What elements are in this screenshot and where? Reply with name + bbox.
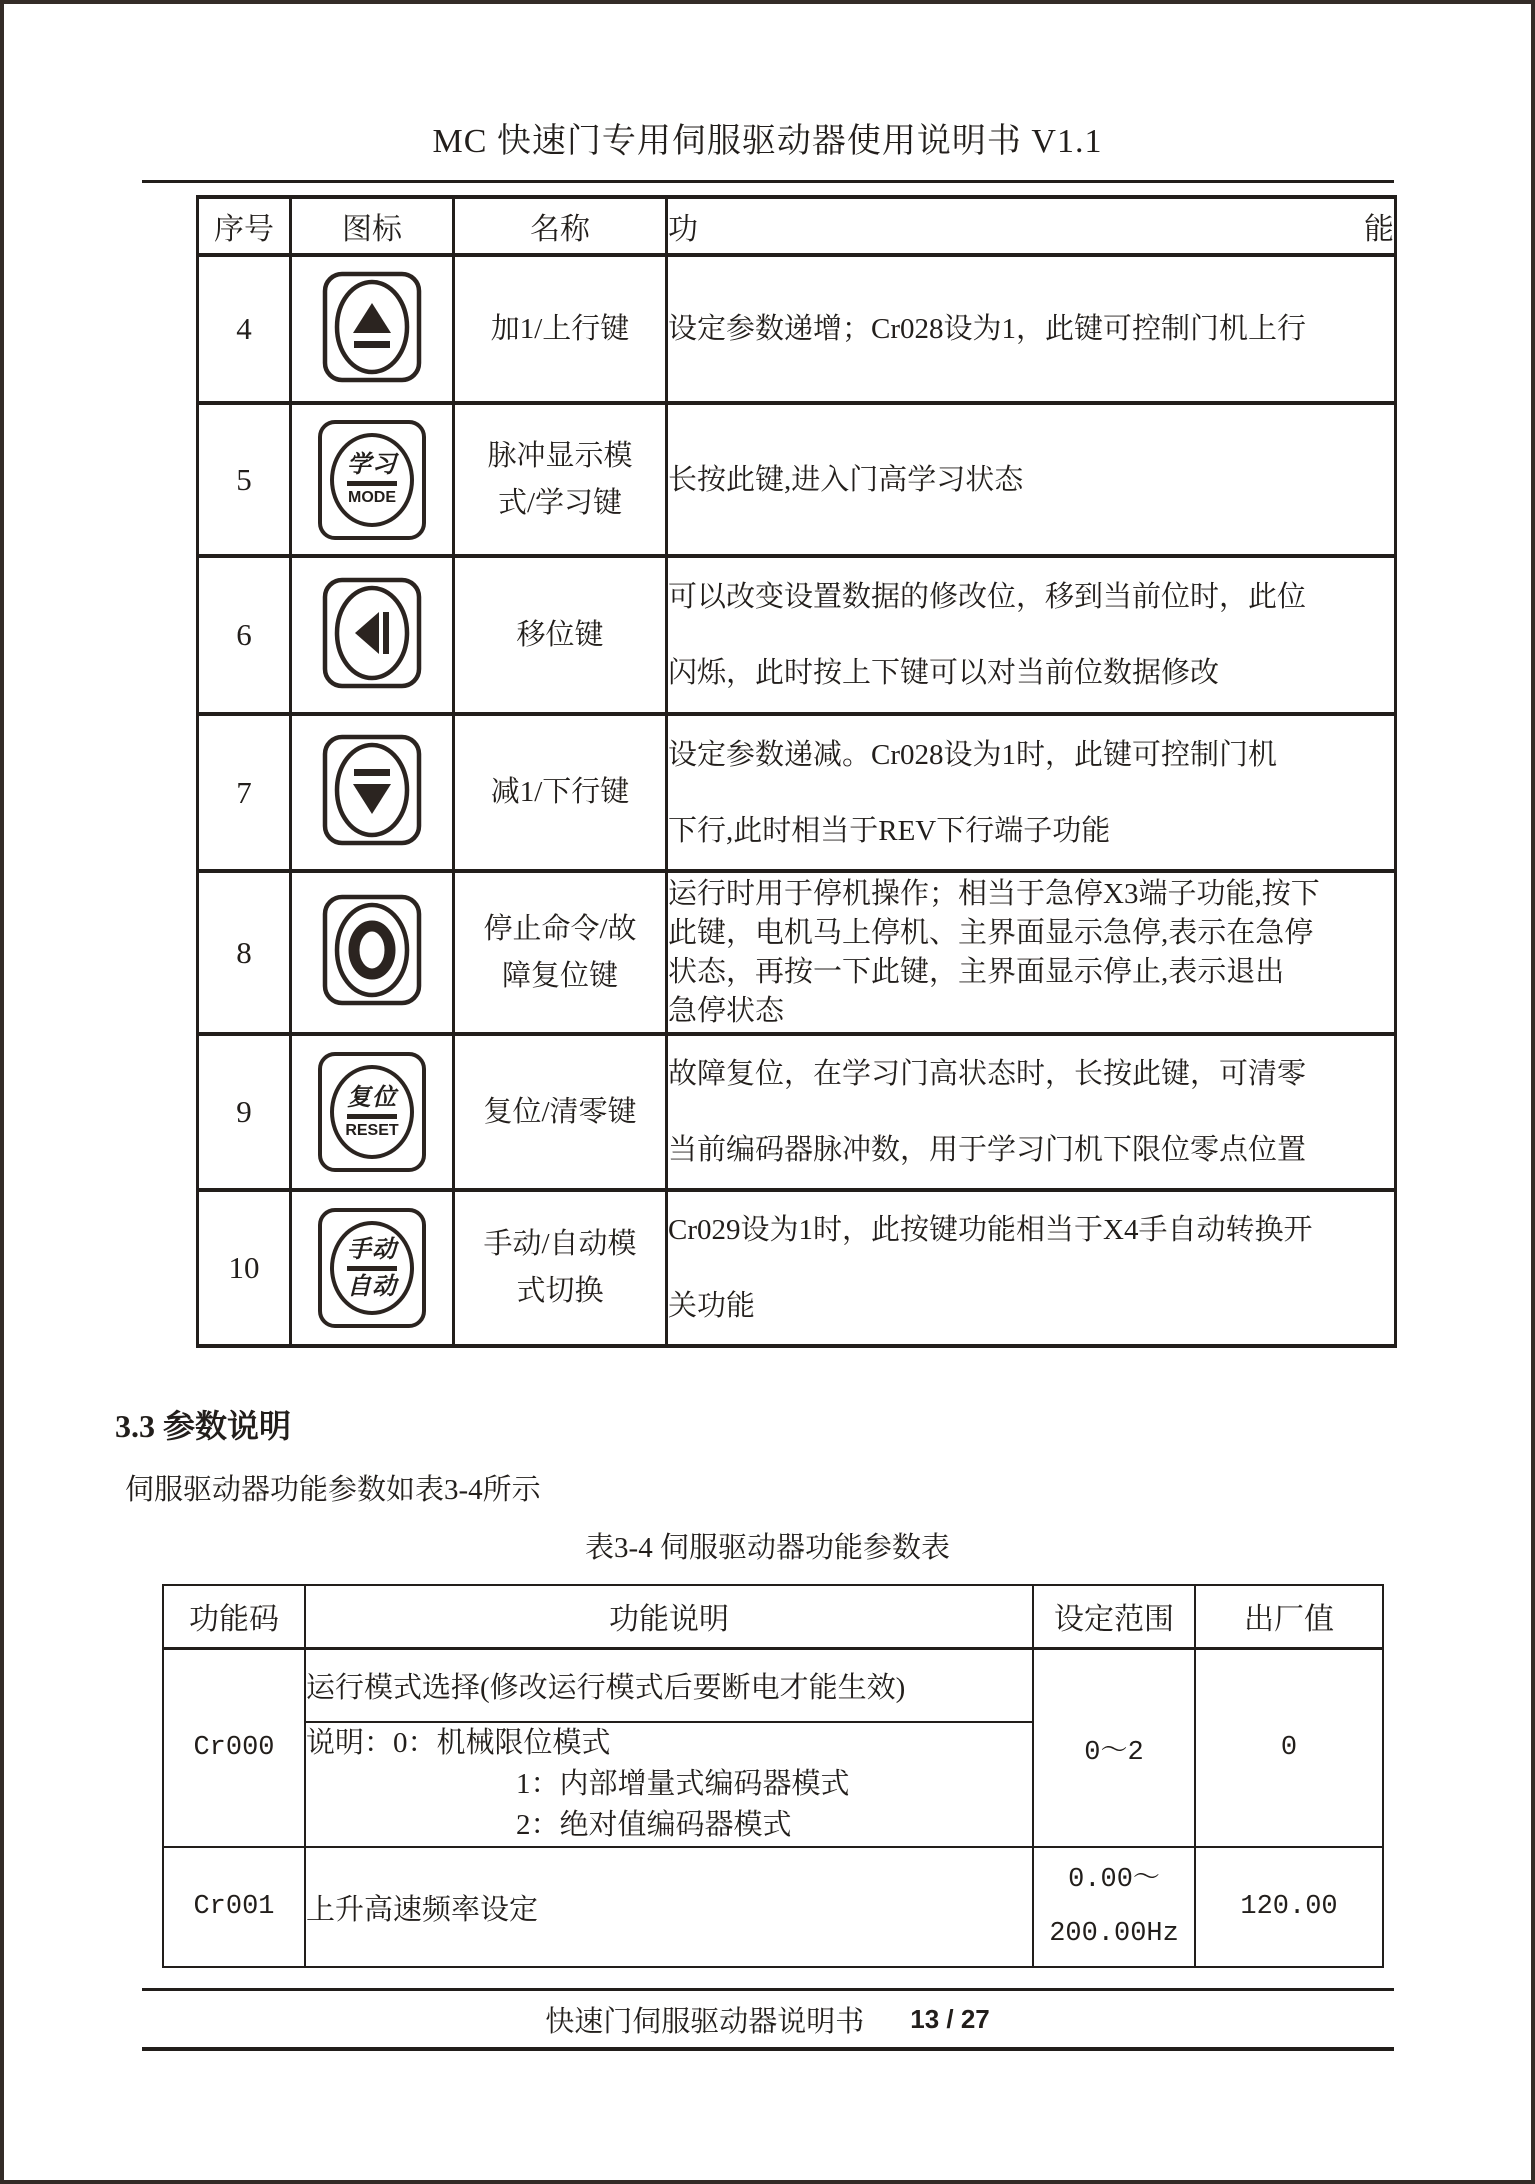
key-name: 复位/清零键: [454, 1034, 667, 1190]
page-number: 13 / 27: [910, 2003, 990, 2034]
param-row-cr001: [163, 1847, 1383, 1967]
param-code: Cr000: [163, 1648, 305, 1847]
key-name: 加1/上行键: [454, 255, 667, 403]
row-number: 7: [198, 714, 291, 871]
param-default: 120.00: [1195, 1847, 1383, 1967]
row-number: 6: [198, 556, 291, 714]
key-function: 可以改变设置数据的修改位，移到当前位时，此位 闪烁，此时按上下键可以对当前位数据修改: [667, 556, 1396, 714]
shift-left-key-icon: [322, 577, 422, 689]
table-row-key-4: [198, 255, 1396, 403]
key-name: 停止命令/故 障复位键: [454, 871, 667, 1034]
manual-auto-key-icon: [318, 1208, 426, 1328]
key-function: 故障复位，在学习门高状态时，长按此键，可清零 当前编码器脉冲数，用于学习门机下限位零点位置: [667, 1034, 1396, 1190]
column-header-code: 功能码: [163, 1585, 305, 1648]
intro-text: 伺服驱动器功能参数如表3-4所示: [125, 1474, 541, 1506]
key-function: 设定参数递增；Cr028设为1，此键可控制门机上行: [667, 255, 1396, 403]
stop-key-icon: [322, 894, 422, 1006]
footer: [4, 1991, 1531, 2047]
key-label-cn: 复位: [347, 1084, 397, 1111]
footer-divider-bottom: [142, 2047, 1394, 2051]
column-header-name: 名称: [454, 197, 667, 255]
key-label-en: MODE: [348, 489, 396, 506]
column-header-range: 设定范围: [1033, 1585, 1195, 1648]
column-header-index: 序号: [198, 197, 291, 255]
row-number: 4: [198, 255, 291, 403]
key-name: 手动/自动模 式切换: [454, 1190, 667, 1346]
section-heading: 3.3 参数说明: [115, 1408, 292, 1444]
page-title: MC 快速门专用伺服驱动器使用说明书 V1.1: [432, 123, 1103, 160]
key-label-cn: 手动: [347, 1236, 397, 1263]
key-function: Cr029设为1时，此按键功能相当于X4手自动转换开 关功能: [667, 1190, 1396, 1346]
table-row-key-9: [198, 1034, 1396, 1190]
table-row-key-8: [198, 871, 1396, 1034]
key-function: 设定参数递减。Cr028设为1时，此键可控制门机 下行,此时相当于REV下行端子功能: [667, 714, 1396, 871]
key-divider-bar: [347, 1114, 397, 1119]
row-number: 8: [198, 871, 291, 1034]
param-range: 0～2: [1033, 1648, 1195, 1847]
key-function: 长按此键,进入门高学习状态: [667, 403, 1396, 556]
params-table: [162, 1584, 1384, 1968]
param-description: 上升高速频率设定: [305, 1847, 1033, 1967]
param-code: Cr001: [163, 1847, 305, 1967]
row-number: 5: [198, 403, 291, 556]
table-row-key-10: [198, 1190, 1396, 1346]
key-label-cn: 学习: [347, 452, 397, 478]
key-divider-bar: [347, 481, 397, 486]
params-table-header-row: [163, 1585, 1383, 1648]
key-name: 脉冲显示模 式/学习键: [454, 403, 667, 556]
table-row-key-6: [198, 556, 1396, 714]
table-row-key-7: [198, 714, 1396, 871]
param-range: 0.00～ 200.00Hz: [1033, 1847, 1195, 1967]
key-function: 运行时用于停机操作；相当于急停X3端子功能,按下 此键，电机马上停机、主界面显示急停,表示在急停 状态，再按一下此键，主界面显示停止,表示退出 急停状态: [667, 871, 1396, 1034]
column-header-function: 功 能: [667, 197, 1396, 255]
up-arrow-key-icon: [322, 271, 422, 383]
param-description: 运行模式选择(修改运行模式后要断电才能生效): [305, 1648, 1033, 1722]
param-default: 0: [1195, 1648, 1383, 1847]
column-header-icon: 图标: [291, 197, 454, 255]
down-arrow-key-icon: [322, 734, 422, 846]
row-number: 10: [198, 1190, 291, 1346]
keys-table-header-row: [198, 197, 1396, 255]
reset-key-icon: [318, 1052, 426, 1172]
param-note: 说明：0：机械限位模式 1：内部增量式编码器模式 2：绝对值编码器模式: [305, 1722, 1033, 1847]
key-name: 移位键: [454, 556, 667, 714]
key-name: 减1/下行键: [454, 714, 667, 871]
keys-table: [196, 195, 1397, 1348]
param-row-cr000: [163, 1648, 1383, 1722]
footer-doc-title: 快速门伺服驱动器说明书: [545, 2005, 865, 2038]
title-divider: [142, 180, 1394, 183]
column-header-description: 功能说明: [305, 1585, 1033, 1648]
table-row-key-5: [198, 403, 1396, 556]
key-label-en: RESET: [345, 1121, 399, 1139]
key-divider-bar: [347, 1266, 397, 1271]
learn-mode-key-icon: [318, 420, 426, 540]
table-caption: 表3-4 伺服驱动器功能参数表: [585, 1532, 950, 1564]
row-number: 9: [198, 1034, 291, 1190]
column-header-default: 出厂值: [1195, 1585, 1383, 1648]
key-label-cn: 自动: [347, 1273, 397, 1300]
